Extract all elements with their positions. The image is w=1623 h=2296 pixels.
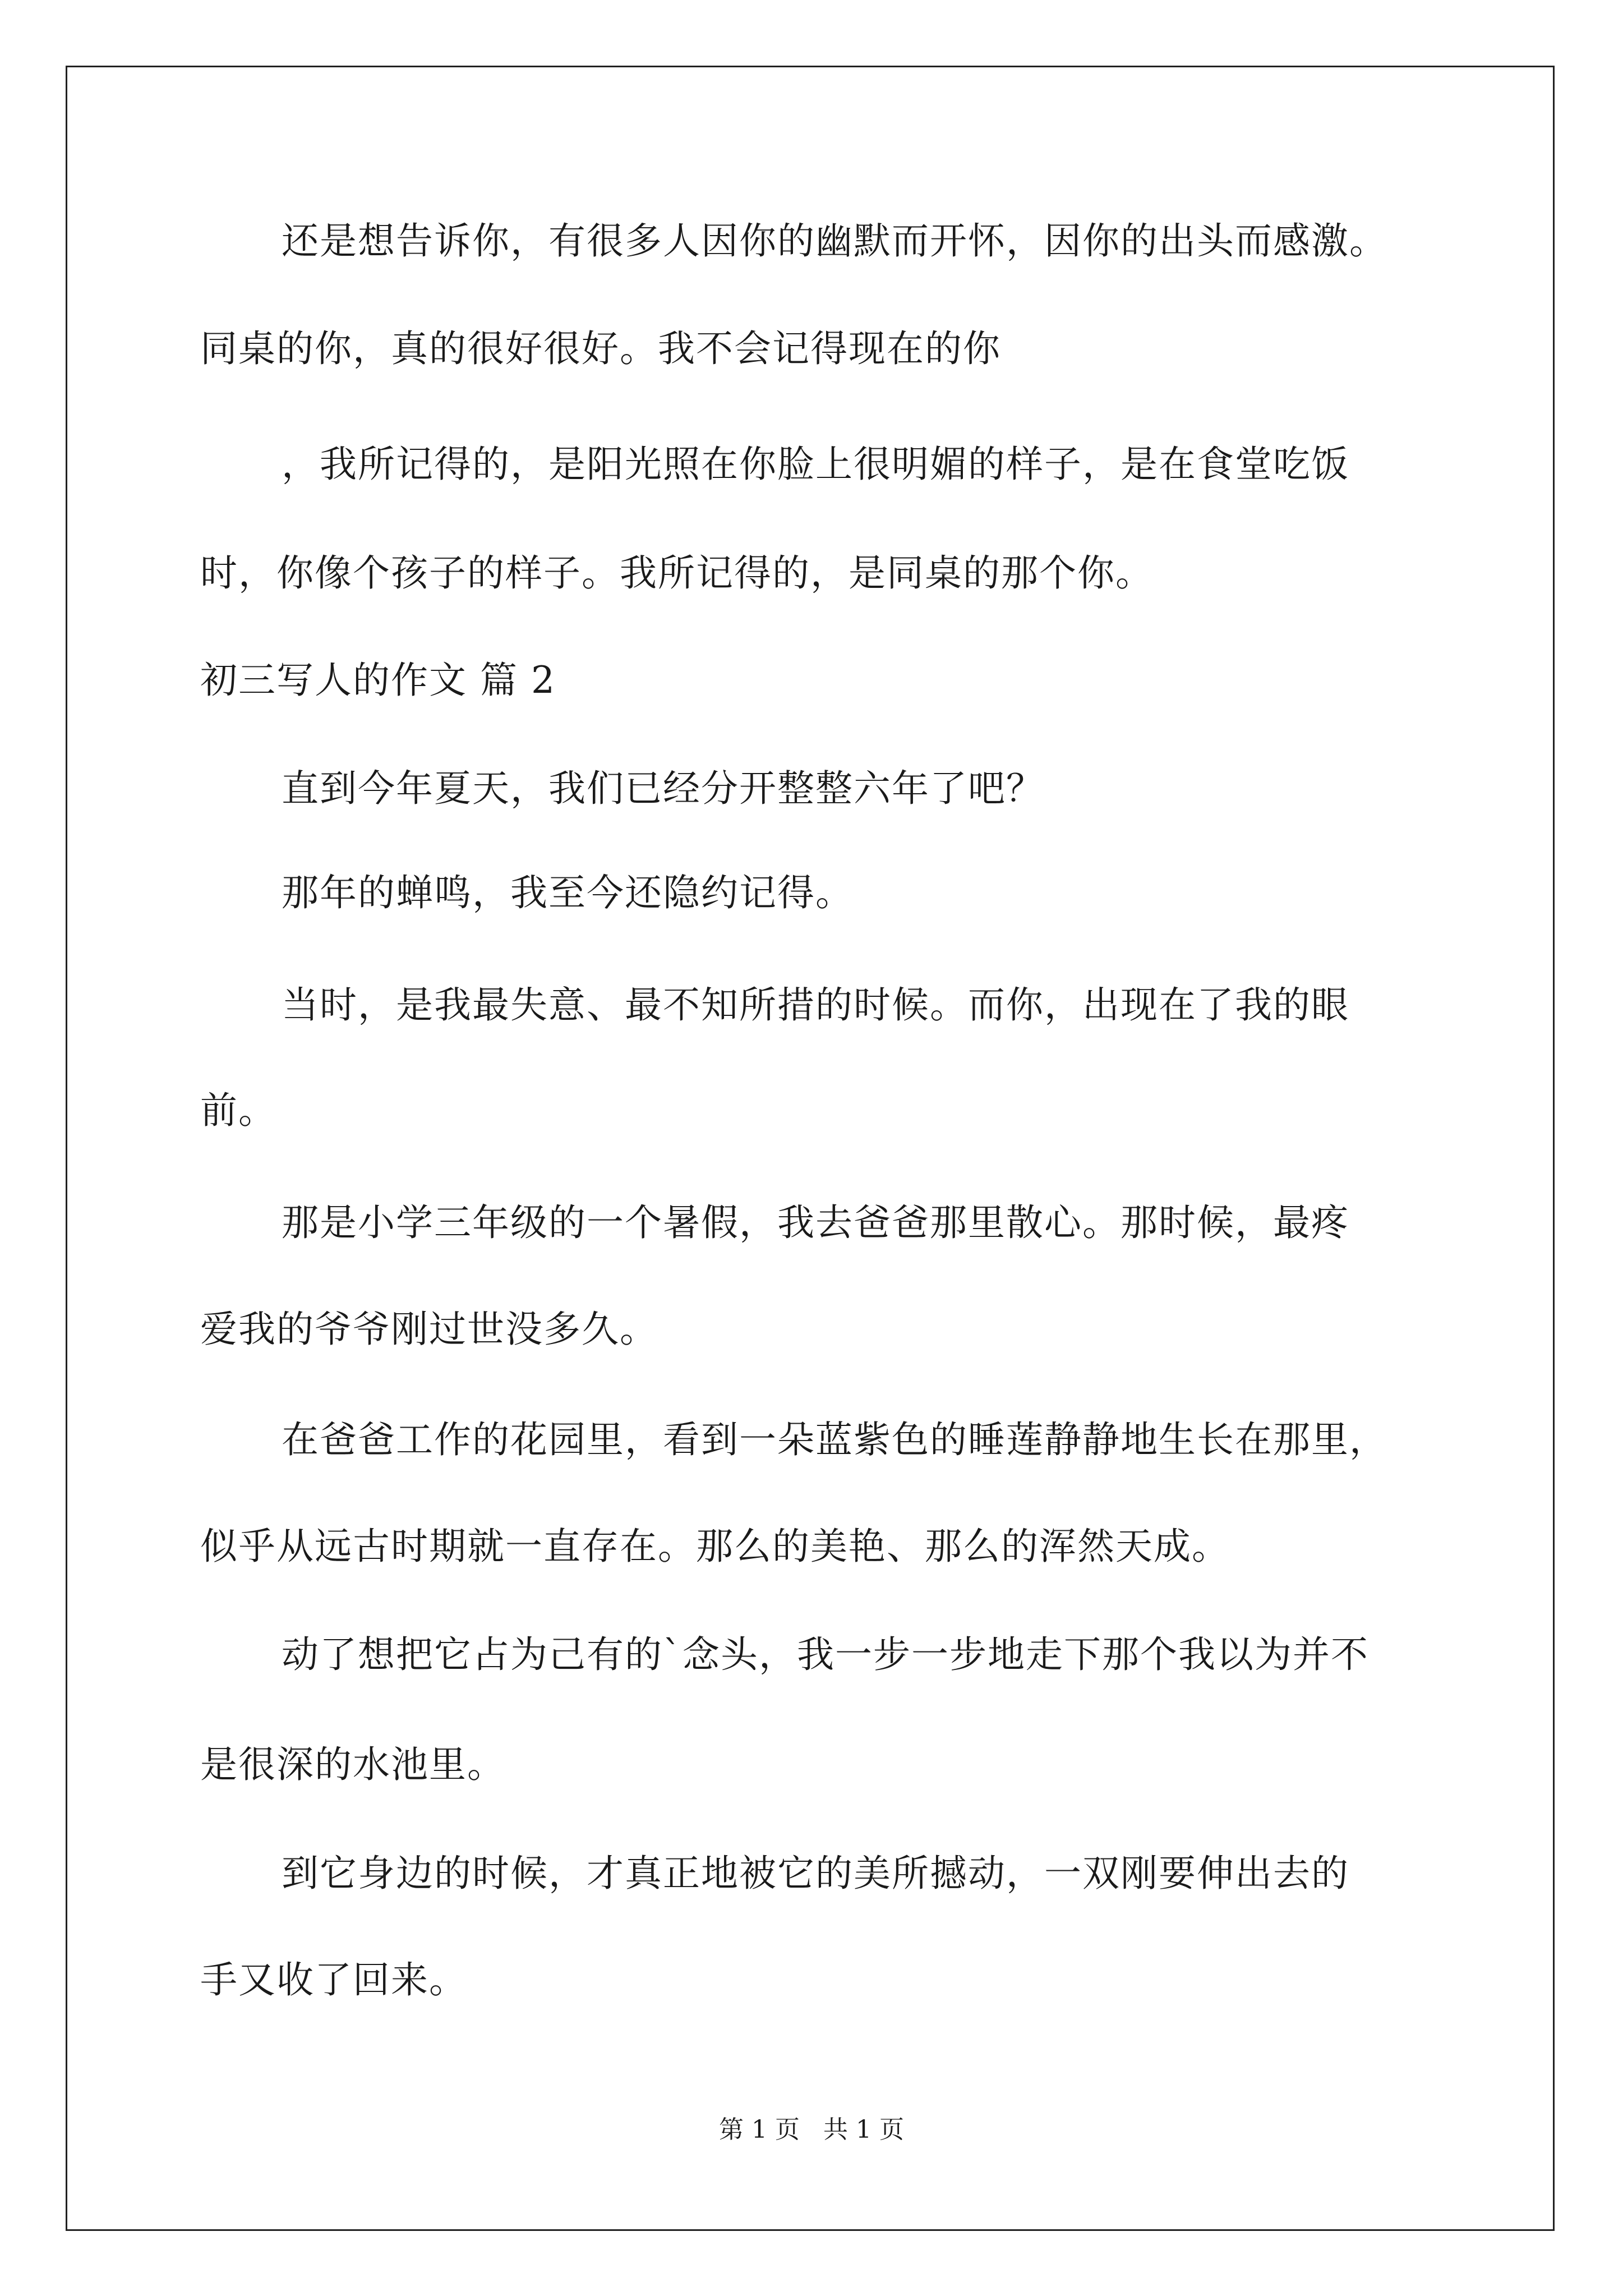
text-line-13: 动了想把它占为己有的`念头，我一步一步地走下那个我以为并不 <box>282 1633 1369 1676</box>
text-line-10: 爱我的爷爷刚过世没多久。 <box>200 1308 658 1351</box>
page-number-footer: 第 1 页 共 1 页 <box>719 2115 904 2144</box>
text-line-9: 那是小学三年级的一个暑假，我去爸爸那里散心。那时候，最疼 <box>282 1201 1349 1244</box>
text-line-1: 还是想告诉你，有很多人因你的幽默而开怀，因你的出头而感激。 <box>282 219 1387 263</box>
text-line-16: 手又收了回来。 <box>200 1958 467 2001</box>
text-line-12: 似乎从远古时期就一直存在。那么的美艳、那么的浑然天成。 <box>200 1525 1230 1568</box>
text-line-7: 当时，是我最失意、最不知所措的时候。而你，出现在了我的眼 <box>282 983 1349 1027</box>
text-line-4: 时，你像个孩子的样子。我所记得的，是同桌的那个你。 <box>200 551 1154 595</box>
page-border <box>66 66 1555 2231</box>
text-line-15: 到它身边的时候，才真正地被它的美所撼动，一双刚要伸出去的 <box>282 1852 1349 1895</box>
text-line-2: 同桌的你，真的很好很好。我不会记得现在的你 <box>200 327 1001 370</box>
text-line-6: 那年的蝉鸣，我至今还隐约记得。 <box>282 871 854 914</box>
section-heading: 初三写人的作文 篇 2 <box>200 659 556 702</box>
text-line-14: 是很深的水池里。 <box>200 1743 505 1786</box>
text-line-5: 直到今年夏天，我们已经分开整整六年了吧？ <box>282 767 1044 810</box>
text-line-11: 在爸爸工作的花园里，看到一朵蓝紫色的睡莲静静地生长在那里， <box>282 1418 1387 1461</box>
text-line-8: 前。 <box>200 1089 276 1132</box>
text-line-3: ，我所记得的，是阳光照在你脸上很明媚的样子，是在食堂吃饭 <box>282 443 1349 486</box>
